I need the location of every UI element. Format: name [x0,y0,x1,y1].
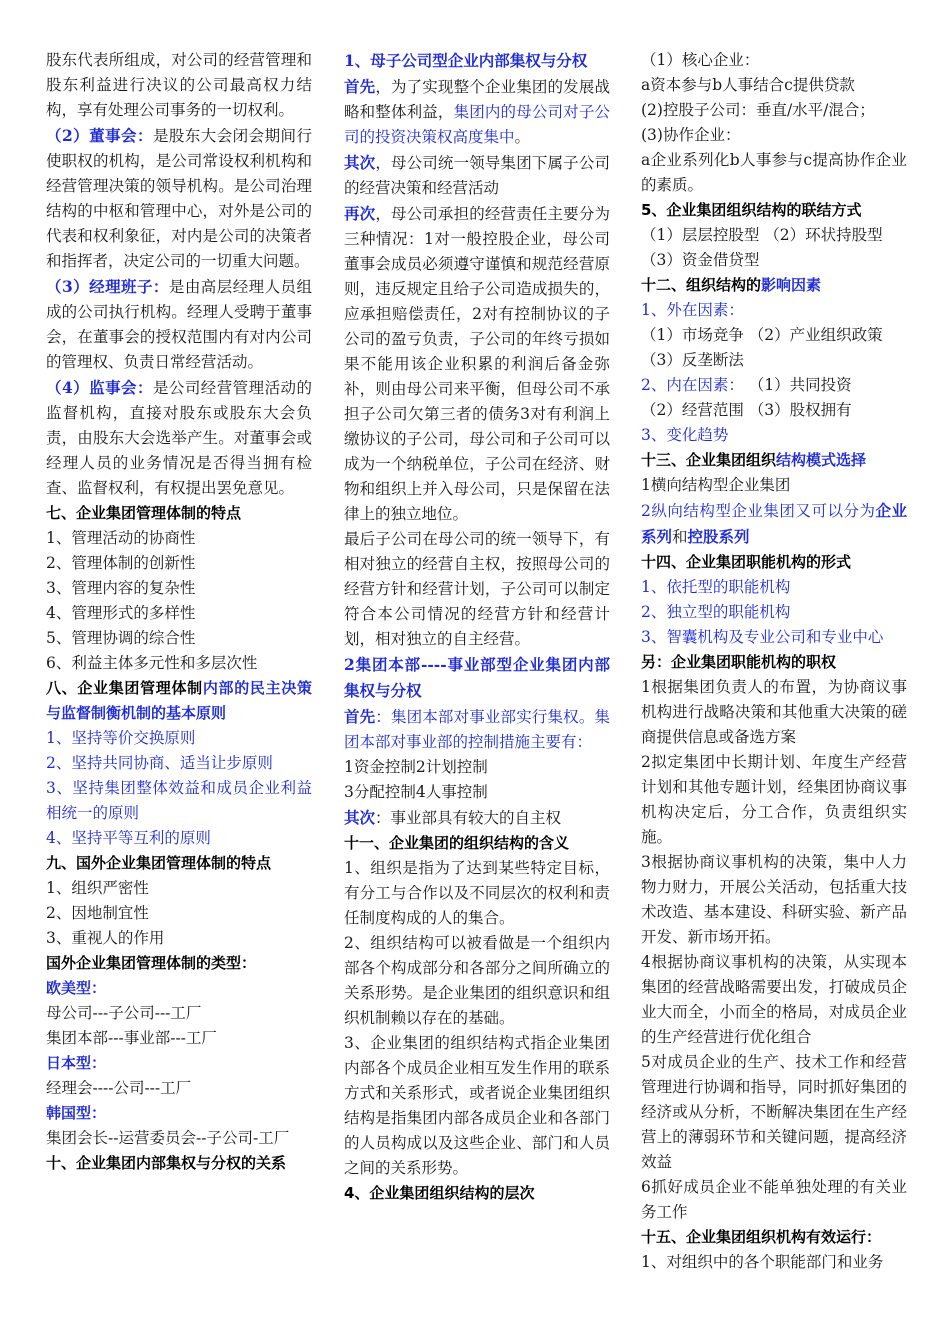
text-run: 。 [514,128,531,146]
section-heading [46,976,312,1001]
text-run: 内部的民主决策与监督制衡机制的基本原则 [46,679,312,722]
paragraph [46,926,312,951]
text-run: （3）反垄断法 [641,351,744,369]
text-run: 1、管理活动的协商性 [46,529,196,547]
text-run: 日本型： [46,1054,107,1072]
text-run: 十、企业集团内部集权与分权的关系 [46,1154,287,1172]
text-run: 其次 [344,153,376,172]
paragraph [46,651,312,676]
paragraph [46,526,312,551]
paragraph [344,201,610,527]
text-run: （1）市场竞争 （2）产业组织政策 [641,326,883,344]
text-run: 结构模式选择 [776,451,867,469]
text-run: 母公司---子公司---工厂 [46,1004,202,1022]
text-run: 2、组织结构可以被看做是一个组织内部各个构成部分和各部分之间所确立的关系形势。是企业集团的组织意识和组织机制赖以存在的基础。 [344,934,610,1027]
text-run: 6、利益主体多元性和多层次性 [46,654,258,672]
section-heading [641,198,907,223]
text-run: 5对成员企业的生产、技术工作和经营管理进行协调和指导，同时抓好集团的经济或从分析，不断解决集团在生产经营上的薄弱环节和关键问题，提高经济效益 [641,1053,907,1171]
paragraph [641,348,907,373]
text-run: 集团本部---事业部---工厂 [46,1029,217,1047]
text-run: 十四、企业集团职能机构的形式 [641,553,852,571]
paragraph [46,1126,312,1151]
text-run: 1、对组织中的各个职能部门和业务 [641,1253,884,1271]
paragraph [641,575,907,600]
section-heading [46,501,312,526]
text-run: 其次 [344,808,376,827]
paragraph [641,298,907,323]
text-run: (2)控股子公司：垂直/水平/混合； [641,101,875,119]
paragraph [46,123,312,274]
text-run: 国外企业集团管理体制的类型： [46,954,257,972]
text-run: 集团内的母公司对子公司的投资决策权高度集中 [344,103,610,146]
text-run: 1、组织是指为了达到某些特定目标，有分工与合作以及不同层次的权利和责任制度构成的人的集合。 [344,859,610,927]
section-heading [641,273,907,298]
column-left [46,48,312,1330]
text-run: 4、坚持平等互利的原则 [46,829,211,847]
paragraph [641,48,907,73]
text-run: （1）层层控股型 （2）环状持股型 [641,226,883,244]
text-run: 2拟定集团中长期计划、年度生产经营计划和其他专题计划，经集团协商议事机构决定后，分工合作，负责组织实施。 [641,753,907,846]
text-run: 2纵向结构型企业集团又可以分为 [641,502,876,520]
text-run: 影响因素 [761,276,822,294]
paragraph [344,150,610,201]
text-run: 股东代表所组成，对公司的经营管理和股东利益进行决议的公司最高权力结构，享有处理公司事务的一切权利。 [46,51,312,119]
text-run: 九、国外企业集团管理体制的特点 [46,854,272,872]
text-run: ，母公司承担的经营责任主要分为三种情况：1对一般控股企业，母公司董事会成员必须遵守谨慎和规范经营原则，违反规定且给子公司造成损失的，应承担赔偿责任，2对有控制协议的子公司的盈亏负责，子公司的年终亏损如果不能用该企业积累的利润后备金弥补，则由母公司来平衡，但母公司不承担子公司欠第三者的债务3对有利润上缴协议的子公司，母公司和子公司可以成为一个纳税单位，子公司在经济、财物和组织上并入母公司，只是保留在法律上的独立地位。 [344,205,610,523]
text-run: 1、坚持等价交换原则 [46,729,196,747]
text-run: （4）监事会： [46,378,153,397]
text-run: 3、变化趋势 [641,426,729,444]
text-run: 再次 [344,204,376,223]
text-run: 集团会长--运营委员会--子公司-工厂 [46,1129,290,1147]
text-run: 1资金控制2计划控制 [344,758,488,776]
paragraph [46,551,312,576]
paragraph [344,704,610,755]
section-heading [46,851,312,876]
text-run: （3）经理班子： [46,277,169,296]
paragraph [46,576,312,601]
paragraph [46,751,312,776]
paragraph [46,826,312,851]
text-run: 3、重视人的作用 [46,929,165,947]
paragraph [641,223,907,248]
text-run: 2、独立型的职能机构 [641,603,791,621]
paragraph [641,248,907,273]
text-run: 1、依托型的职能机构 [641,578,791,596]
text-run: 1横向结构型企业集团 [641,476,791,494]
text-run: 6抓好成员企业不能单独处理的有关业务工作 [641,1178,907,1221]
paragraph [641,123,907,148]
paragraph [344,48,610,74]
text-run: 经理会----公司---工厂 [46,1079,192,1097]
section-heading [641,448,907,473]
text-run: 首先 [344,707,376,726]
text-run: 控股系列 [687,527,750,546]
text-run: 4根据协商议事机构的决策，从实现本集团的经营战略需要出发，打破成员企业大而全，小而全的格局，对成员企业的生产经营进行优化组合 [641,953,907,1046]
paragraph [641,600,907,625]
section-heading [46,676,312,726]
text-run: 3根据协商议事机构的决策，集中人力物力财力，开展公关活动，包括重大技术改造、基本建设、科研实验、新产品开发、新市场开拓。 [641,853,907,946]
paragraph [46,1026,312,1051]
paragraph [344,1031,610,1181]
text-run: 2、因地制宜性 [46,904,149,922]
paragraph [344,856,610,931]
paragraph [344,527,610,652]
section-heading [46,1051,312,1076]
text-run: 另：企业集团职能机构的职权 [641,653,837,671]
text-run: （2）董事会： [46,126,153,145]
paragraph [641,423,907,448]
paragraph [641,1175,907,1225]
paragraph [46,274,312,375]
text-run: 和 [672,528,688,546]
section-heading [641,550,907,575]
text-run: 最后子公司在母公司的统一领导下，有相对独立的经营自主权，按照母公司的经营方针和经营计划，子公司可以制定符合本公司情况的经营方针和经营计划，相对独立的自主经营。 [344,530,610,648]
paragraph [641,1250,907,1275]
paragraph [641,373,907,398]
paragraph [46,1076,312,1101]
text-run: 1、组织严密性 [46,879,149,897]
text-run: ，母公司统一领导集团下属子公司的经营决策和经营活动 [344,154,610,197]
paragraph [46,726,312,751]
section-heading [641,1225,907,1250]
paragraph [641,98,907,123]
text-run: 3、管理内容的复杂性 [46,579,196,597]
paragraph [46,48,312,123]
text-run: 3、企业集团的组织结构式指企业集团内部各个成员企业相互发生作用的联系方式和关系形式，或者说企业集团组织结构是指集团内部各成员企业和各部门的人员构成以及这些企业、部门和人员之间的关系形势。 [344,1034,610,1177]
text-run: 3、坚持集团整体效益和成员企业利益相统一的原则 [46,779,312,822]
paragraph [46,601,312,626]
paragraph [344,755,610,780]
paragraph [344,805,610,831]
text-run: 十三、企业集团组织 [641,451,777,469]
paragraph [641,1050,907,1175]
paragraph [641,850,907,950]
paragraph [46,776,312,826]
text-run: 欧美型： [46,979,107,997]
text-run: 5、企业集团组织结构的联结方式 [641,201,862,219]
text-run: 2、内在因素： [641,376,744,394]
column-middle [344,48,610,1330]
paragraph [641,750,907,850]
text-run: （3）资金借贷型 [641,251,760,269]
text-run: 是股东大会闭会期间行使职权的机构，是公司常设权利机构和经营管理决策的领导机构。是公司治理结构的中枢和管理中心，对外是公司的代表和权利象征，对内是公司的决策者和指挥者，决定公司的一切重大问题。 [46,127,312,270]
paragraph [344,780,610,805]
paragraph [641,473,907,498]
text-run: 企业系列 [641,501,907,546]
paragraph [46,901,312,926]
text-run: 七、企业集团管理体制的特点 [46,504,242,522]
paragraph [641,625,907,650]
text-run: 十二、组织结构的 [641,276,762,294]
paragraph [344,74,610,150]
paragraph [641,73,907,98]
text-run: 1、母子公司型企业内部集权与分权 [344,51,588,70]
text-run: ，为了实现整个企业集团的发展战略和整体利益， [344,78,610,121]
paragraph [641,323,907,348]
paragraph [641,950,907,1050]
paragraph [641,148,907,198]
text-run: 2、管理体制的创新性 [46,554,196,572]
text-run: (3)协作企业： [641,126,741,144]
section-heading [641,650,907,675]
paragraph [46,626,312,651]
text-run: 1根据集团负责人的布置，为协商议事机构进行战略决策和其他重大决策的磋商提供信息或备选方案 [641,678,907,746]
text-run: 1、外在因素： [641,301,744,319]
text-run: 5、管理协调的综合性 [46,629,196,647]
text-run: a资本参与b人事结合c提供贷款 [641,76,855,94]
section-heading [46,951,312,976]
text-run: （1）核心企业： [641,51,760,69]
text-run: 3分配控制4人事控制 [344,783,488,801]
paragraph [641,675,907,750]
text-run: 是由高层经理人员组成的公司执行机构。经理人受聘于董事会，在董事会的授权范围内有对内公司的管理权、负责日常经营活动。 [46,278,312,371]
text-run: 首先 [344,77,376,96]
text-run: 八、企业集团管理体制 [46,679,203,697]
paragraph [46,876,312,901]
paragraph [46,1001,312,1026]
paragraph [46,375,312,501]
section-heading [46,1101,312,1126]
section-heading [344,1181,610,1206]
paragraph [641,398,907,423]
text-run: 十五、企业集团组织机构有效运行： [641,1228,882,1246]
text-run: ：事业部具有较大的自主权 [375,809,562,827]
paragraph [344,931,610,1031]
text-run: （2）经营范围 （3）股权拥有 [641,401,852,419]
text-run: 4、企业集团组织结构的层次 [344,1184,535,1202]
text-run: 3、智囊机构及专业公司和专业中心 [641,628,884,646]
column-right [641,48,907,1330]
text-run: 韩国型： [46,1104,107,1122]
text-run: （1）共同投资 [743,376,852,394]
text-run: 4、管理形式的多样性 [46,604,196,622]
text-run: 2、坚持共同协商、适当让步原则 [46,754,273,772]
text-run: 十一、企业集团的组织结构的含义 [344,834,570,852]
text-run: a企业系列化b人事参与c提高协作企业的素质。 [641,151,907,194]
text-run: 是公司经营管理活动的监督机构，直接对股东或股东大会负责，由股东大会选举产生。对董事会或经理人员的业务情况是否得当拥有检查、监督权利，有权提出罢免意见。 [46,379,312,497]
paragraph [344,652,610,704]
paragraph [641,498,907,550]
text-run: ：集团本部对事业部实行集权。集团本部对事业部的控制措施主要有： [344,708,610,751]
text-run: 2集团本部----事业部型企业集团内部集权与分权 [344,655,610,700]
section-heading [46,1151,312,1176]
section-heading [344,831,610,856]
